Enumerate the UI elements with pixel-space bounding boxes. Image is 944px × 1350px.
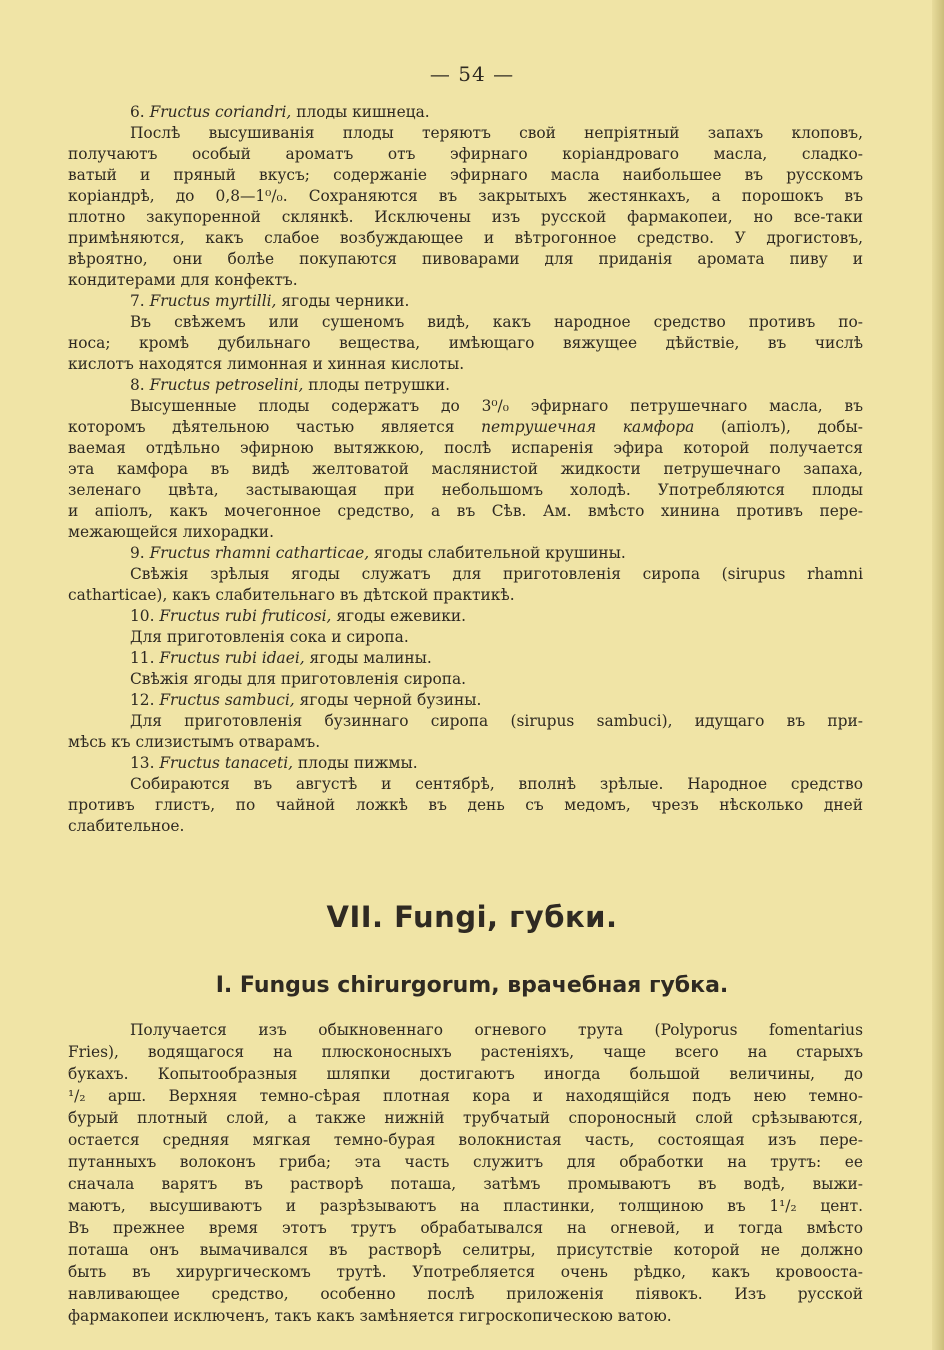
latin-name: Fructus myrtilli, <box>149 292 277 310</box>
latin-name: Fructus rubi fruticosi, <box>159 607 332 625</box>
text-line: плотно закупоренной склянкѣ. Исключены изъ русской фармакопеи, но все-таки <box>68 208 863 226</box>
entry-number: 8. <box>130 376 150 394</box>
text-line: примѣняются, какъ слабое возбуждающее и вѣтрогонное средство. У дрогистовъ, <box>68 229 863 247</box>
text-column-top <box>68 102 863 837</box>
text-line: навливающее средство, особенно послѣ приложенія піявокъ. Изъ русской <box>68 1285 863 1303</box>
text-line: зеленаго цвѣта, застывающая при небольшомъ холодѣ. Употребляются плоды <box>68 481 863 499</box>
text-line <box>68 417 863 438</box>
entry-number: 9. <box>130 544 150 562</box>
entry-heading <box>68 648 863 669</box>
entry-heading <box>68 543 863 564</box>
entry-heading <box>68 291 863 312</box>
text-line: носа; кромѣ дубильнаго вещества, имѣющаго вяжущее дѣйствіе, въ числѣ <box>68 334 863 352</box>
text-line: мѣсь къ слизистымъ отварамъ. <box>68 733 321 751</box>
latin-name: Fructus tanaceti, <box>159 754 294 772</box>
russian-name: плоды петрушки. <box>303 376 451 394</box>
text-line: Собираются въ августѣ и сентябрѣ, вполнѣ зрѣлые. Народное средство <box>130 775 863 793</box>
text-line: противъ глистъ, по чайной ложкѣ въ день съ медомъ, чрезъ нѣсколько дней <box>68 796 863 814</box>
text-line: кислотъ находятся лимонная и хинная кислоты. <box>68 355 465 373</box>
latin-name: Fructus coriandri, <box>149 103 292 121</box>
text-line: маютъ, высушиваютъ и разрѣзываютъ на пластинки, толщиною въ 1¹/₂ цент. <box>68 1197 863 1215</box>
entry-number: 7. <box>130 292 150 310</box>
text-line: быть въ хирургическомъ трутѣ. Употребляется очень рѣдко, какъ кровооста- <box>68 1263 863 1281</box>
page-number: — 54 — <box>429 62 515 86</box>
text-fragment: которомъ дѣятельною частью является <box>68 418 482 436</box>
entry-heading <box>68 690 863 711</box>
section-title: VII. Fungi, губки. <box>326 900 618 934</box>
page-edge <box>932 0 944 1350</box>
entry-number: 13. <box>130 754 160 772</box>
text-line: catharticae), какъ слабительнаго въ дѣтской практикѣ. <box>68 586 515 604</box>
text-line: межающейся лихорадки. <box>68 523 274 541</box>
russian-name: ягоды черники. <box>276 292 410 310</box>
text-line: кондитерами для конфектъ. <box>68 271 298 289</box>
text-line: фармакопеи исключенъ, такъ какъ замѣняется гигроскопическою ватою. <box>68 1307 672 1325</box>
text-line: ¹/₂ арш. Верхняя темно-сѣрая плотная кора и находящійся подъ нею темно- <box>68 1087 863 1105</box>
text-line: слабительное. <box>68 817 185 835</box>
russian-name: ягоды ежевики. <box>331 607 467 625</box>
text-line: Получается изъ обыкновеннаго огневого трута (Polyporus fomentarius <box>130 1021 863 1039</box>
russian-name: плоды кишнеца. <box>291 103 430 121</box>
text-line: Послѣ высушиванія плоды теряютъ свой непріятный запахъ клоповъ, <box>130 124 863 142</box>
russian-name: ягоды малины. <box>304 649 432 667</box>
text-line: бурый плотный слой, а также нижній трубчатый спороносный слой срѣзываются, <box>68 1109 863 1127</box>
latin-name: Fructus rhamni catharticae, <box>149 544 370 562</box>
text-line: коріандрѣ, до 0,8—1⁰/₀. Сохраняются въ закрытыхъ жестянкахъ, а порошокъ въ <box>68 187 863 205</box>
text-line: путанныхъ волоконъ гриба; эта часть служитъ для обработки на трутъ: ее <box>68 1153 863 1171</box>
italic-term: петрушечная камфора <box>481 418 695 436</box>
latin-name: Fructus sambuci, <box>159 691 295 709</box>
subsection-title: I. Fungus chirurgorum, врачебная губка. <box>215 973 729 998</box>
text-line: ваемая отдѣльно эфирною вытяжкою, послѣ испаренія эфира которой получается <box>68 439 863 457</box>
entry-heading <box>68 102 863 123</box>
text-line: Въ прежнее время этотъ трутъ обрабатывался на огневой, и тогда вмѣсто <box>68 1219 863 1237</box>
entry-number: 12. <box>130 691 160 709</box>
text-fragment: (апіолъ), добы- <box>694 418 863 436</box>
text-line: ватый и пряный вкусъ; содержаніе эфирнаго масла наибольшее въ русскомъ <box>68 166 863 184</box>
text-column-bottom <box>68 1019 863 1327</box>
text-line: Въ свѣжемъ или сушеномъ видѣ, какъ народное средство противъ по- <box>130 313 863 331</box>
text-line: эта камфора въ видѣ желтоватой маслянистой жидкости петрушечнаго запаха, <box>68 460 863 478</box>
russian-name: ягоды слабительной крушины. <box>369 544 626 562</box>
text-line: Для приготовленія сока и сиропа. <box>130 628 409 646</box>
text-line: букахъ. Копытообразныя шляпки достигаютъ иногда большой величины, до <box>68 1065 863 1083</box>
entry-heading <box>68 375 863 396</box>
entry-heading <box>68 606 863 627</box>
entry-number: 11. <box>130 649 160 667</box>
text-line: Высушенные плоды содержатъ до 3⁰/₀ эфирнаго петрушечнаго масла, въ <box>130 397 863 415</box>
text-line: Для приготовленія бузиннаго сиропа (sirupus sambuci), идущаго въ при- <box>130 712 863 730</box>
entry-number: 6. <box>130 103 150 121</box>
text-line: поташа онъ вымачивался въ растворѣ селитры, присутствіе которой не должно <box>68 1241 863 1259</box>
text-line: сначала варятъ въ растворѣ поташа, затѣмъ промываютъ въ водѣ, выжи- <box>68 1175 863 1193</box>
text-line: Fries), водящагося на плюсконосныхъ растеніяхъ, чаще всего на старыхъ <box>68 1043 863 1061</box>
text-line: получаютъ особый ароматъ отъ эфирнаго коріандроваго масла, сладко- <box>68 145 863 163</box>
russian-name: плоды пижмы. <box>293 754 418 772</box>
entry-number: 10. <box>130 607 160 625</box>
text-line: вѣроятно, они болѣе покупаются пивоварами для приданія аромата пиву и <box>68 250 863 268</box>
entry-heading <box>68 753 863 774</box>
latin-name: Fructus rubi idaei, <box>159 649 305 667</box>
latin-name: Fructus petroselini, <box>149 376 304 394</box>
russian-name: ягоды черной бузины. <box>294 691 482 709</box>
text-line: остается средняя мягкая темно-бурая волокнистая часть, состоящая изъ пере- <box>68 1131 863 1149</box>
text-line: Свѣжія ягоды для приготовленія сиропа. <box>130 670 467 688</box>
text-line: Свѣжія зрѣлыя ягоды служатъ для приготовленія сиропа (sirupus rhamni <box>130 565 863 583</box>
text-line: и апіолъ, какъ мочегонное средство, а въ Сѣв. Ам. вмѣсто хинина противъ пере- <box>68 502 863 520</box>
